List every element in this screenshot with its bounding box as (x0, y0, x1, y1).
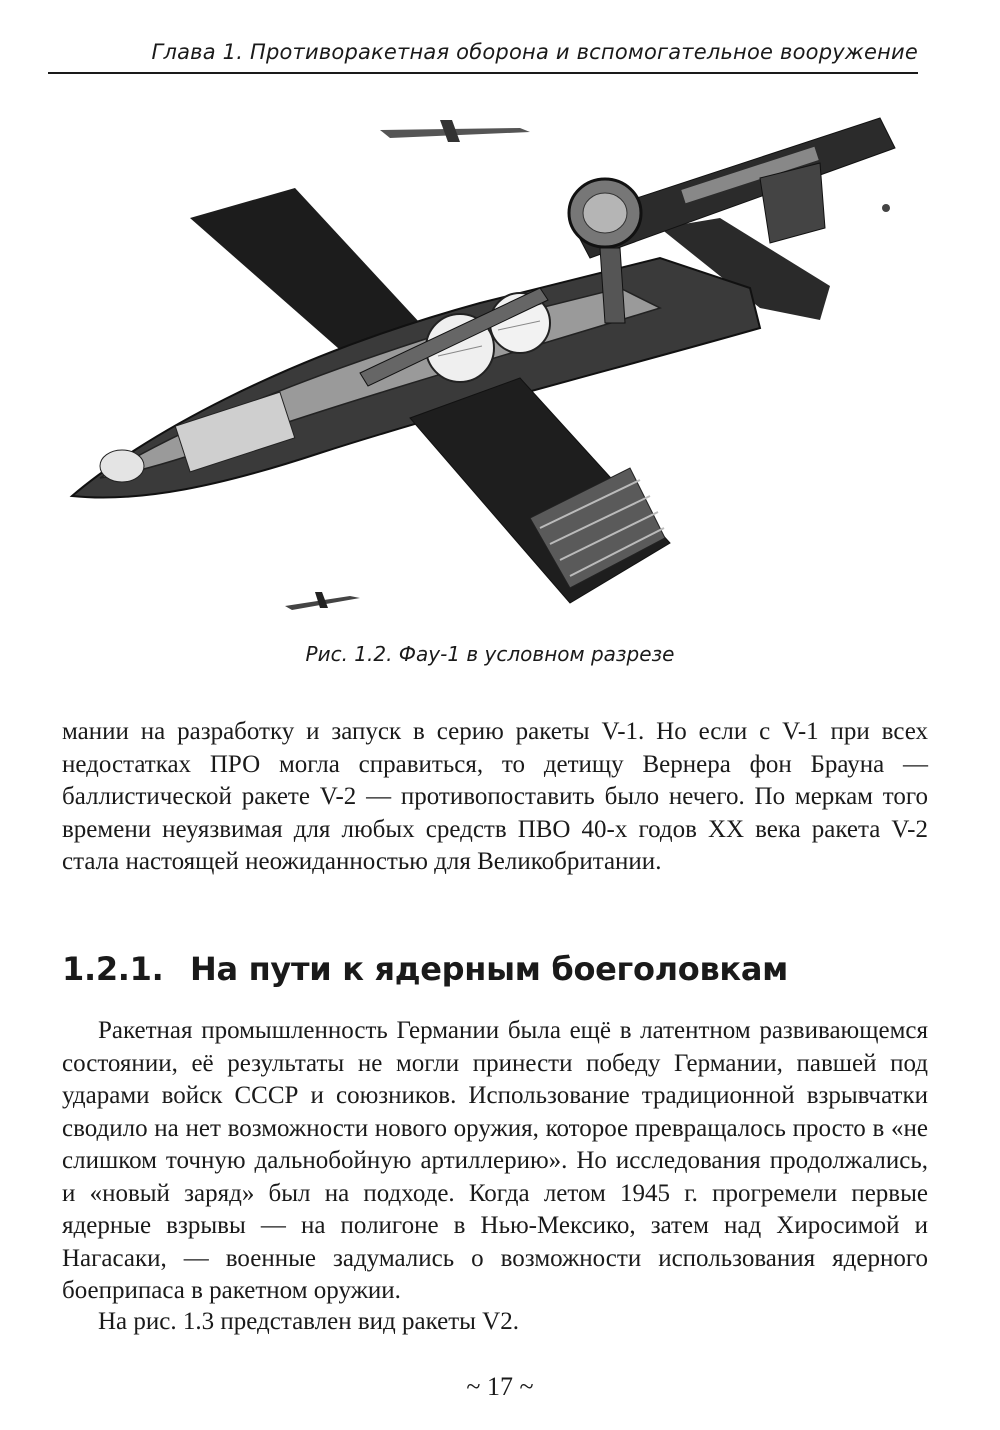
section-title: На пути к ядерным боеголовкам (190, 950, 788, 988)
page-number: ~ 17 ~ (466, 1372, 534, 1401)
body-paragraph-3: На рис. 1.3 представлен вид ракеты V2. (98, 1308, 519, 1335)
small-missile-silhouette-bottom (285, 592, 360, 610)
small-missile-silhouette-top (380, 120, 530, 142)
v1-cutaway-illustration (60, 108, 920, 628)
body-paragraph-1: мании на разработку и запуск в серию ракеты V-1. Но если с V-1 при всех недостатках ПРО могла справиться, то детищу Вернера фон Брауна — баллистической ракете V-2 — противопоставить было нечего. По меркам того времени неуязвимая для любых средств ПВО 40-х годов XX века ракета V-2 стала настоящей неожиданностью для Великобритании. (62, 718, 928, 875)
engine-pylon (600, 248, 625, 323)
figure-caption: Рис. 1.2. Фау-1 в условном разрезе (305, 642, 675, 666)
running-head: Глава 1. Противоракетная оборона и вспомогательное вооружение (48, 40, 918, 74)
body-paragraph-2: Ракетная промышленность Германии была ещё в латентном развивающемся состоянии, её результаты не могли принести победу Германии, павшей под ударами войск СССР и союзников. Использование традиционной взрывчатки сводило на нет возможности нового оружия, которое превращалось просто в «не слишком точную дальнобойную артиллерию». Но исследования продолжались, и «новый заряд» был на подходе. Когда летом 1945 г. прогремели первые ядерные взрывы — на полигоне в Нью-Мексико, затем над Хиросимой и Нагасаки, — военные задумались о возможности использования ядерного боеприпаса в ракетном оружии. (62, 1017, 928, 1304)
nose-compass (100, 450, 144, 482)
section-heading (62, 950, 928, 988)
section-number: 1.2.1. (62, 950, 164, 988)
